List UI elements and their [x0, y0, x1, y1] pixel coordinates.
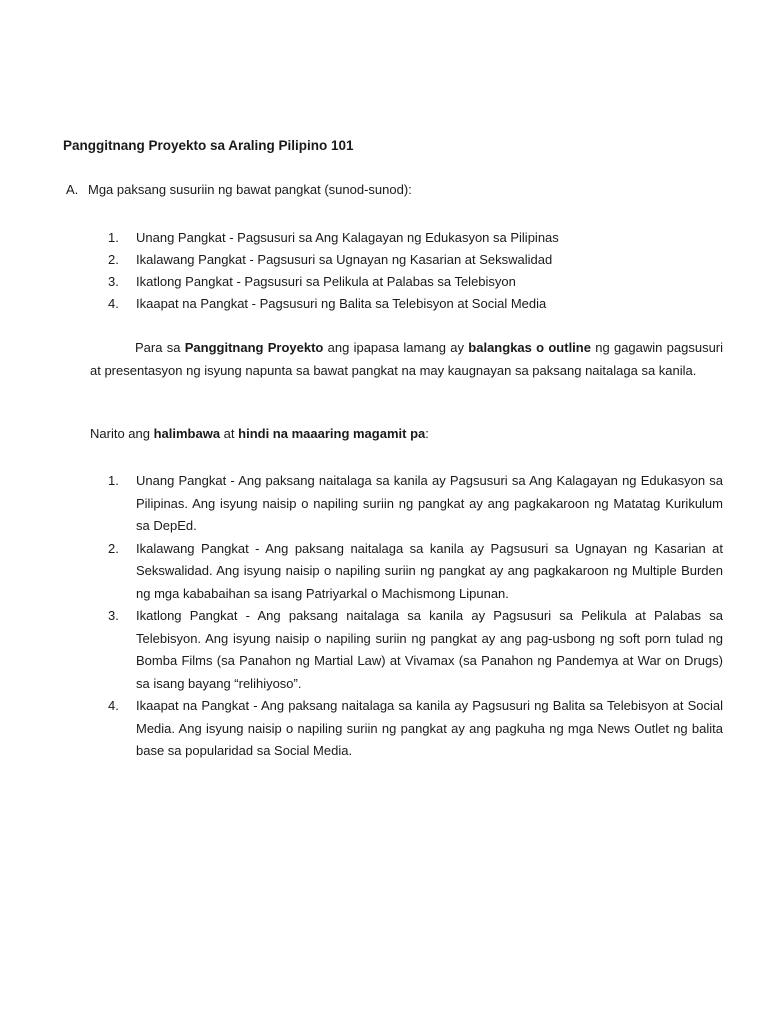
list-item [108, 695, 723, 763]
section-a-text: Mga paksang susuriin ng bawat pangkat (sunod-sunod): [88, 182, 412, 197]
list-item [108, 538, 723, 606]
list-item-text: Ikalawang Pangkat - Ang paksang naitalaga sa kanila ay Pagsusuri sa Ugnayan ng Kasarian at Sekswalidad. Ang isyung naisip o napiling suriin ng pangkat ay ang pagkakaroon ng Multiple Burden ng mga kababaihan sa isang Patriyarkal o Machismong Lipunan. [136, 540, 723, 601]
example-intro [90, 426, 429, 441]
list-item-text: Unang Pangkat - Pagsusuri sa Ang Kalagayan ng Edukasyon sa Pilipinas [136, 230, 559, 245]
intro-text: : [425, 426, 429, 441]
intro-text: Narito ang [90, 426, 154, 441]
example-list [108, 470, 723, 763]
list-item [108, 293, 559, 315]
topic-list [108, 227, 559, 315]
paragraph-text: ang ipapasa lamang ay [323, 340, 469, 355]
intro-bold-text: halimbawa [153, 426, 221, 441]
list-item-text: Ikaapat na Pangkat - Pagsusuri ng Balita sa Telebisyon at Social Media [136, 296, 547, 311]
list-item-text: Ikatlong Pangkat - Ang paksang naitalaga sa kanila ay Pagsusuri sa Pelikula at Palabas sa Telebisyon. Ang isyung naisip o napiling suriin ng pangkat ay ang pag-usbong ng soft porn tulad ng Bomba Films (sa Panahon ng Martial Law) at Vivamax (sa Panahon ng Pandemya at War on Drugs) sa isang bayang “relihiyoso”. [136, 608, 723, 691]
intro-bold-text: hindi na maaaring magamit pa [238, 426, 426, 441]
list-number: 3. [108, 608, 119, 623]
list-item [108, 227, 559, 249]
paragraph-text: Para sa [135, 340, 185, 355]
list-number: 2. [108, 540, 119, 556]
list-item-text: Ikalawang Pangkat - Pagsusuri sa Ugnayan ng Kasarian at Sekswalidad [136, 252, 553, 267]
intro-text: at [220, 426, 239, 441]
section-marker: A. [66, 182, 79, 197]
list-item [108, 470, 723, 538]
paragraph-bold-text: Panggitnang Proyekto [184, 340, 324, 355]
list-item-text: Ikaapat na Pangkat - Ang paksang naitalaga sa kanila ay Pagsusuri ng Balita sa Telebisyon at Social Media. Ang isyung naisip o napiling suriin ng pangkat ay ang pagkuha ng mga News Outlet ng balita base sa popularidad sa Social Media. [136, 698, 723, 758]
instruction-paragraph [90, 337, 723, 382]
list-number: 4. [108, 296, 119, 311]
list-item-text: Unang Pangkat - Ang paksang naitalaga sa kanila ay Pagsusuri sa Ang Kalagayan ng Edukasyon sa Pilipinas. Ang isyung naisip o napiling suriin ng pangkat ay ang pagkakaroon ng Matatag Kurikulum sa DepEd. [136, 473, 723, 533]
list-number: 1. [108, 230, 119, 245]
list-number: 4. [108, 698, 119, 713]
document-title: Panggitnang Proyekto sa Araling Pilipino 101 [63, 138, 354, 153]
section-a-heading [66, 182, 412, 197]
paragraph-text: ng gagawin pagsusuri at presentasyon ng isyung napunta sa bawat pangkat na may kaugnayan sa paksang naitalaga sa kanila. [90, 340, 724, 378]
list-item [108, 271, 559, 293]
list-item [108, 249, 559, 271]
list-number: 3. [108, 274, 119, 289]
paragraph-bold-text: balangkas o outline [468, 340, 591, 355]
list-number: 1. [108, 473, 119, 488]
list-number: 2. [108, 252, 119, 267]
list-item-text: Ikatlong Pangkat - Pagsusuri sa Pelikula at Palabas sa Telebisyon [136, 274, 516, 289]
list-item [108, 605, 723, 695]
